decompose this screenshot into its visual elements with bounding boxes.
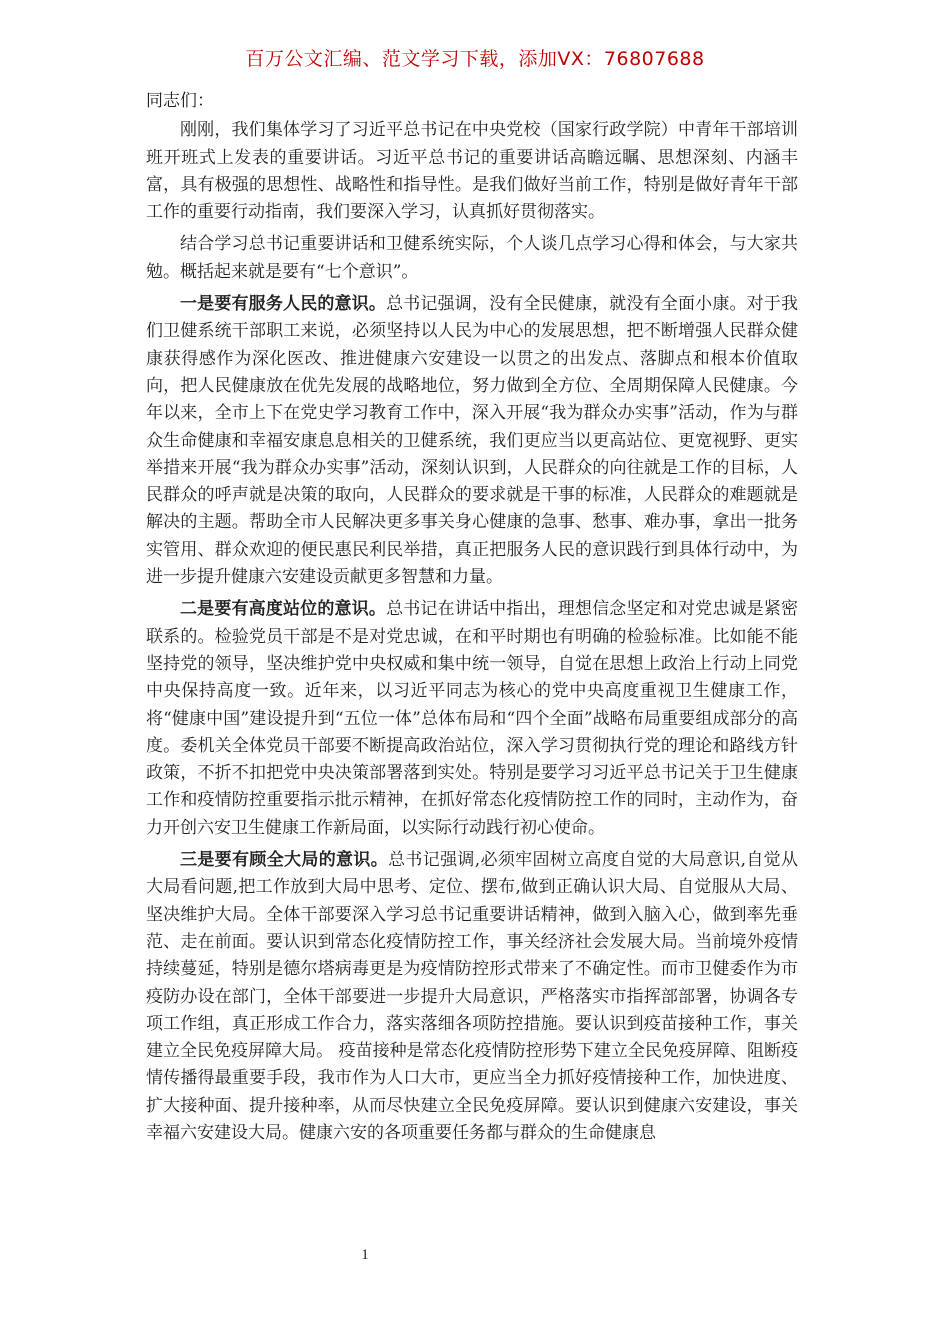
paragraph-text: 结合学习总书记重要讲话和卫健系统实际，个人谈几点学习心得和体会，与大家共勉。概括起来就是要有“七个意识”。 <box>146 234 798 282</box>
paragraph-point-1 <box>146 291 798 591</box>
paragraph-text: 总书记强调，没有全民健康，就没有全面小康。对于我们卫健系统干部职工来说，必须坚持以人民为中心的发展思想，把不断增强人民群众健康获得感作为深化医改、推进健康六安建设一以贯之的出发点、落脚点和根本价值取向，把人民健康放在优先发展的战略地位，努力做到全方位、全周期保障人民健康。今年以来，全市上下在党史学习教育工作中，深入开展“我为群众办实事”活动，作为与群众生命健康和幸福安康息息相关的卫健系统，我们更应当以更高站位、更宽视野、更实举措来开展“我为群众办实事”活动，深刻认识到，人民群众的向往就是工作的目标，人民群众的呼声就是决策的取向，人民群众的要求就是干事的标准，人民群众的难题就是解决的主题。帮助全市人民解决更多事关身心健康的急事、愁事、难办事，拿出一批务实管用、群众欢迎的便民惠民利民举措，真正把服务人民的意识践行到具体行动中，为进一步提升健康六安建设贡献更多智慧和力量。 <box>146 294 799 588</box>
paragraph-intro <box>146 117 798 226</box>
paragraph-point-2 <box>146 596 798 842</box>
paragraph-point-3 <box>146 847 798 1147</box>
salutation: 同志们： <box>146 91 214 111</box>
paragraph-text: 总书记在讲话中指出，理想信念坚定和对党忠诚是紧密联系的。检验党员干部是不是对党忠诚，在和平时期也有明确的检验标准。比如能不能坚持党的领导，坚决维护党中央权威和集中统一领导，自觉在思想上政治上行动上同党中央保持高度一致。近年来，以习近平同志为核心的党中央高度重视卫生健康工作，将“健康中国”建设提升到“五位一体”总体布局和“四个全面”战略布局重要组成部分的高度。委机关全体党员干部要不断提高政治站位，深入学习贯彻执行党的理论和路线方针政策，不折不扣把党中央决策部署落到实处。特别是要学习习近平总书记关于卫生健康工作和疫情防控重要指示批示精神，在抓好常态化疫情防控工作的同时，主动作为，奋力开创六安卫生健康工作新局面，以实际行动践行初心使命。 <box>146 599 799 838</box>
paragraph-lead-heading: 二是要有高度站位的意识。 <box>180 599 387 620</box>
document-body <box>146 88 798 1152</box>
paragraph-text: 刚刚，我们集体学习了习近平总书记在中央党校（国家行政学院）中青年干部培训班开班式上发表的重要讲话。习近平总书记的重要讲话高瞻远瞩、思想深刻、内涵丰富，具有极强的思想性、战略性和指导性。是我们做好当前工作，特别是做好青年干部工作的重要行动指南，我们要深入学习，认真抓好贯彻落实。 <box>146 120 798 223</box>
header-banner: 百万公文汇编、范文学习下载，添加VX：76807688 <box>245 48 705 70</box>
paragraph-summary <box>146 231 798 286</box>
page-number: 1 <box>361 1247 369 1263</box>
paragraph-lead-heading: 三是要有顾全大局的意识。 <box>180 850 389 871</box>
paragraph-lead-heading: 一是要有服务人民的意识。 <box>180 294 387 315</box>
paragraph-text: 总书记强调,必须牢固树立高度自觉的大局意识,自觉从大局看问题,把工作放到大局中思考、定位、摆布,做到正确认识大局、自觉服从大局、坚决维护大局。全体干部要深入学习总书记重要讲话精神，做到入脑入心，做到率先垂范、走在前面。要认识到常态化疫情防控工作，事关经济社会发展大局。当前境外疫情持续蔓延，特别是德尔塔病毒更是为疫情防控形式带来了不确定性。而市卫健委作为市疫防办设在部门，全体干部要进一步提升大局意识，严格落实市指挥部部署，协调各专项工作组，真正形成工作合力，落实落细各项防控措施。要认识到疫苗接种工作，事关建立全民免疫屏障大局。 疫苗接种是常态化疫情防控形势下建立全民免疫屏障、阻断疫情传播得最重要手段，我市作为人口大市，更应当全力抓好疫情接种工作，加快进度、扩大接种面、提升接种率，从而尽快建立全民免疫屏障。要认识到健康六安建设，事关幸福六安建设大局。健康六安的各项重要任务都与群众的生命健康息 <box>146 850 798 1143</box>
